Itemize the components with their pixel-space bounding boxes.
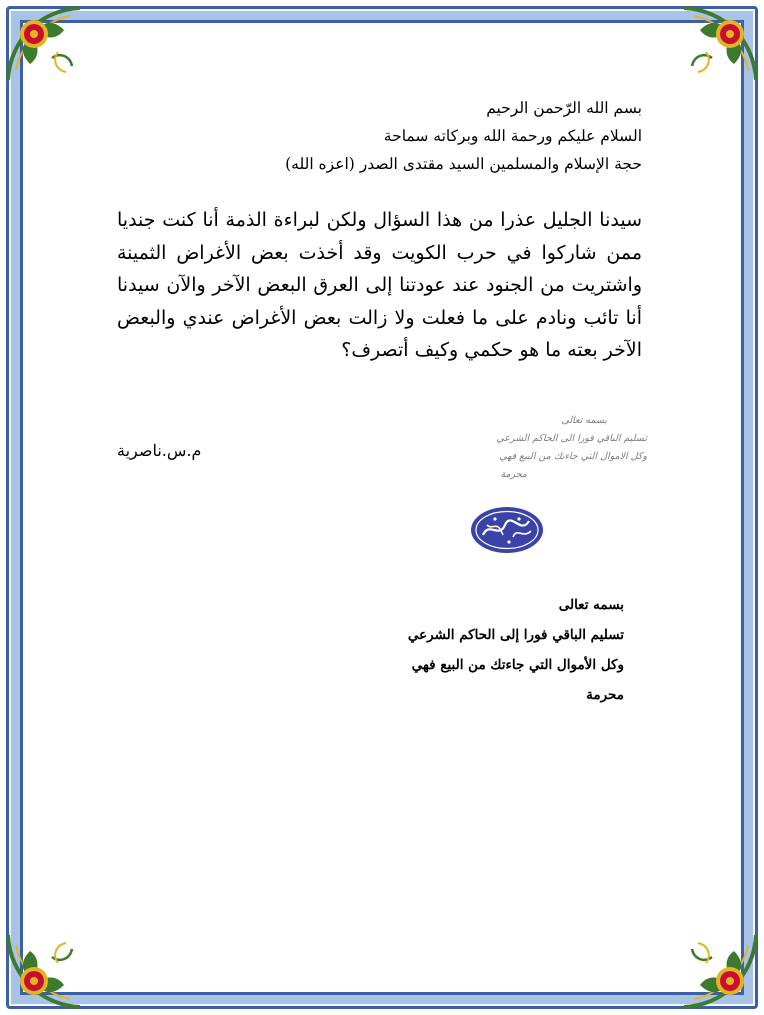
question-paragraph: سيدنا الجليل عذرا من هذا السؤال ولكن لبراءة الذمة أنا كنت جنديا ممن شاركوا في حرب الكويت وقد أخذت بعض الأغراض الثمينة واشتريت من الجنود عند عودتنا إلى العرق البعض الآخر والآن سيدنا أنا تائب ونادم على ما فعلت ولا زالت بعض الأغراض عندي والبعض الآخر بعته ما هو حكمي وكيف أتصرف؟ <box>117 209 642 361</box>
floral-corner-icon <box>0 925 90 1015</box>
handwritten-reply <box>447 412 647 484</box>
greeting-line: السلام عليكم ورحمة الله وبركاته سماحة <box>383 127 642 145</box>
handwritten-line: بسمه تعالى <box>561 415 607 426</box>
answer-line: وكل الأموال التي جاءتك من البيع فهي <box>411 657 624 673</box>
answer-line: تسليم الباقي فورا إلى الحاكم الشرعي <box>407 627 624 643</box>
floral-corner-icon <box>674 0 764 90</box>
handwritten-line: محرمة <box>500 469 527 480</box>
addressee-line: حجة الإسلام والمسلمين السيد مقتدى الصدر (اعزه الله) <box>285 155 642 173</box>
answer-title: بسمه تعالى <box>558 597 624 613</box>
handwritten-line: وكل الاموال التي جاءتك من البيع فهي <box>499 451 647 462</box>
sender-signature: م.س.ناصرية <box>117 441 202 460</box>
official-answer <box>324 590 624 710</box>
floral-corner-icon <box>674 925 764 1015</box>
basmala-line: بسم الله الرّحمن الرحيم <box>486 99 642 117</box>
handwritten-line: تسليم الباقي فورا الى الحاكم الشرعي <box>496 433 647 444</box>
seal-stamp-icon <box>469 505 545 555</box>
letter-header <box>142 94 642 178</box>
floral-corner-icon <box>0 0 90 90</box>
answer-line: محرمة <box>586 687 624 703</box>
